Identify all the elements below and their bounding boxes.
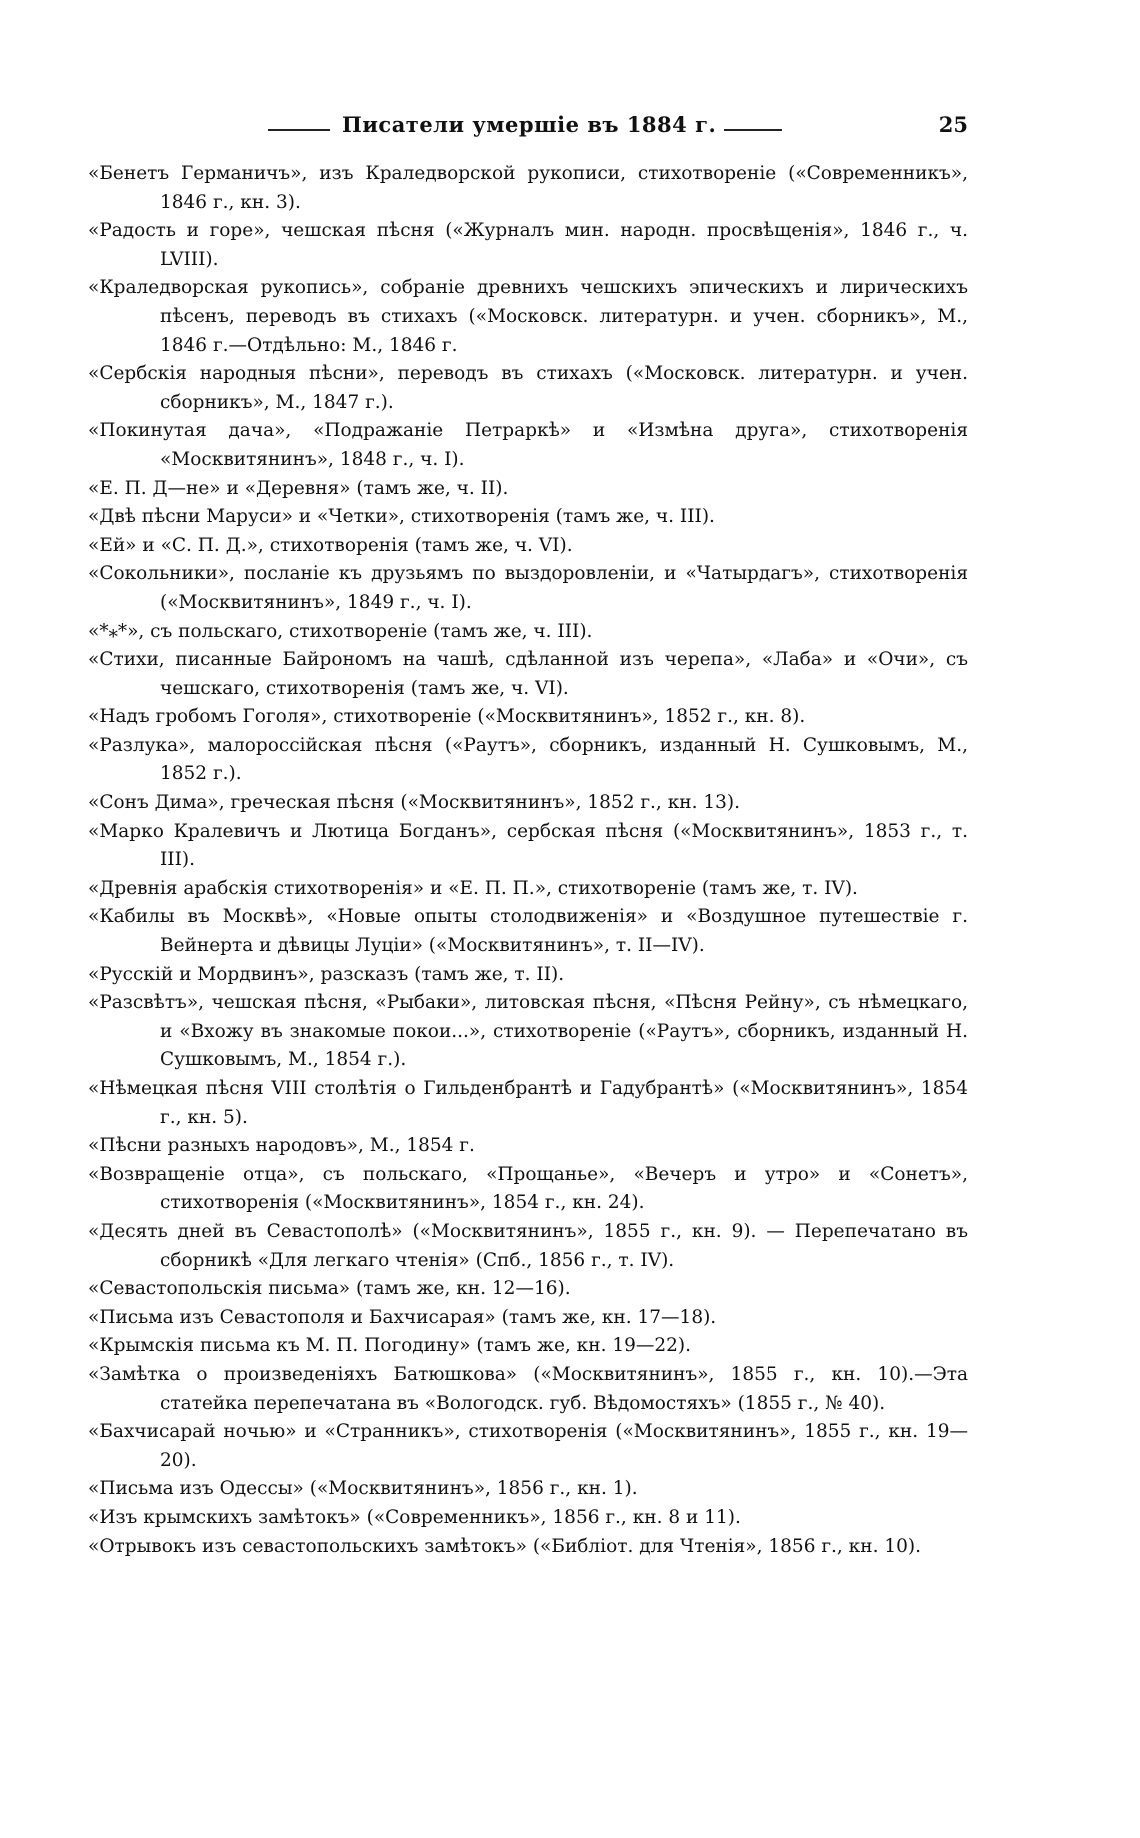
bibliography-entry: «Разсвѣтъ», чешская пѣсня, «Рыбаки», литовская пѣсня, «Пѣсня Рейну», съ нѣмецкаго, и «Вхожу въ знакомые покои...», стихотвореніе («Раутъ», сборникъ, изданный Н. Сушковымъ, М., 1854 г.). xyxy=(88,992,968,1071)
bibliography-entry: «Пѣсни разныхъ народовъ», М., 1854 г. xyxy=(88,1135,475,1157)
bibliography-entry: «Радость и горе», чешская пѣсня («Журналъ мин. народн. просвѣщенія», 1846 г., ч. LVIII). xyxy=(88,220,968,270)
bibliography-entry: «Марко Кралевичъ и Лютица Богданъ», сербская пѣсня («Москвитянинъ», 1853 г., т. III). xyxy=(88,820,968,871)
bibliography-entry: «Севастопольскія письма» (тамъ же, кн. 12—16). xyxy=(88,1278,571,1300)
bibliography-entry: «Сербскія народныя пѣсни», переводъ въ стихахъ («Московск. литературн. и учен. сборникъ», М., 1847 г.). xyxy=(88,363,968,413)
bibliography-entry: «Письма изъ Севастополя и Бахчисарая» (тамъ же, кн. 17—18). xyxy=(88,1306,717,1328)
running-header xyxy=(88,112,968,152)
bibliography-entry: «Двѣ пѣсни Маруси» и «Четки», стихотворенія (тамъ же, ч. III). xyxy=(88,506,715,528)
bibliography-entry: «Замѣтка о произведеніяхъ Батюшкова» («Москвитянинъ», 1855 г., кн. 10).—Эта статейка перепечатана въ «Вологодск. губ. Вѣдомостяхъ» (1855 г., № 40). xyxy=(88,1363,968,1414)
bibliography-entry: «Бахчисарай ночью» и «Странникъ», стихотворенія («Москвитянинъ», 1855 г., кн. 19—20). xyxy=(88,1421,968,1471)
bibliography-entry: «Крымскія письма къ М. П. Погодину» (тамъ же, кн. 19—22). xyxy=(88,1335,692,1357)
bibliography-entry: «Десять дней въ Севастополѣ» («Москвитянинъ», 1855 г., кн. 9). — Перепечатано въ сборникѣ «Для легкаго чтенія» (Спб., 1856 г., т. IV). xyxy=(88,1220,968,1271)
running-title: Писатели умершіе въ 1884 г. xyxy=(342,112,717,137)
bibliography-entry: «Бенетъ Германичъ», изъ Краледворской рукописи, стихотвореніе («Современникъ», 1846 г., кн. 3). xyxy=(88,163,968,213)
bibliography-entry: «Краледворская рукопись», собраніе древнихъ чешскихъ эпическихъ и лирическихъ пѣсенъ, переводъ въ стихахъ («Московск. литературн. и учен. сборникъ», М., 1846 г.—Отдѣльно: М., 1846 г. xyxy=(88,277,968,356)
bibliography-entry: «Разлука», малороссійская пѣсня («Раутъ», сборникъ, изданный Н. Сушковымъ, М., 1852 г.). xyxy=(88,734,968,785)
header-rule-right xyxy=(724,129,782,131)
bibliography-entry: «Возвращеніе отца», съ польскаго, «Прощанье», «Вечеръ и утро» и «Сонетъ», стихотворенія («Москвитянинъ», 1854 г., кн. 24). xyxy=(88,1163,968,1214)
bibliography-entry: «Русскій и Мордвинъ», разсказъ (тамъ же, т. II). xyxy=(88,963,565,985)
bibliography-entry: «Сокольники», посланіе къ друзьямъ по выздоровленіи, и «Чатырдагъ», стихотворенія («Москвитянинъ», 1849 г., ч. I). xyxy=(88,563,968,613)
bibliography-entry: «Надъ гробомъ Гоголя», стихотвореніе («Москвитянинъ», 1852 г., кн. 8). xyxy=(88,706,806,728)
bibliography-entry: «Е. П. Д—не» и «Деревня» (тамъ же, ч. II). xyxy=(88,477,509,499)
bibliography-entry: «Ей» и «С. П. Д.», стихотворенія (тамъ же, ч. VI). xyxy=(88,534,573,556)
bibliography-list xyxy=(88,160,968,1561)
bibliography-entry: «Стихи, писанные Байрономъ на чашѣ, сдѣланной изъ черепа», «Лаба» и «Очи», съ чешскаго, стихотворенія (тамъ же, ч. VI). xyxy=(88,649,968,699)
bibliography-entry: «Древнія арабскія стихотворенія» и «Е. П. П.», стихотвореніе (тамъ же, т. IV). xyxy=(88,877,858,899)
bibliography-entry: «Кабилы въ Москвѣ», «Новые опыты столодвиженія» и «Воздушное путешествіе г. Вейнерта и дѣвицы Луціи» («Москвитянинъ», т. II—IV). xyxy=(88,906,968,957)
bibliography-entry: «Нѣмецкая пѣсня VIII столѣтія о Гильденбрантѣ и Гадубрантѣ» («Москвитянинъ», 1854 г., кн. 5). xyxy=(88,1078,968,1128)
bibliography-entry: «Сонъ Дима», греческая пѣсня («Москвитянинъ», 1852 г., кн. 13). xyxy=(88,792,740,814)
bibliography-entry: «Письма изъ Одессы» («Москвитянинъ», 1856 г., кн. 1). xyxy=(88,1478,638,1500)
bibliography-entry: «*⁎*», съ польскаго, стихотвореніе (тамъ же, ч. III). xyxy=(88,620,593,642)
page-number: 25 xyxy=(938,112,968,137)
bibliography-entry: «Отрывокъ изъ севастопольскихъ замѣтокъ» («Библіот. для Чтенія», 1856 г., кн. 10). xyxy=(88,1535,921,1557)
bibliography-entry: «Изъ крымскихъ замѣтокъ» («Современникъ», 1856 г., кн. 8 и 11). xyxy=(88,1506,741,1528)
bibliography-entry: «Покинутая дача», «Подражаніе Петраркѣ» и «Измѣна друга», стихотворенія «Москвитянинъ», 1848 г., ч. I). xyxy=(88,420,968,470)
header-rule-left xyxy=(268,129,330,131)
